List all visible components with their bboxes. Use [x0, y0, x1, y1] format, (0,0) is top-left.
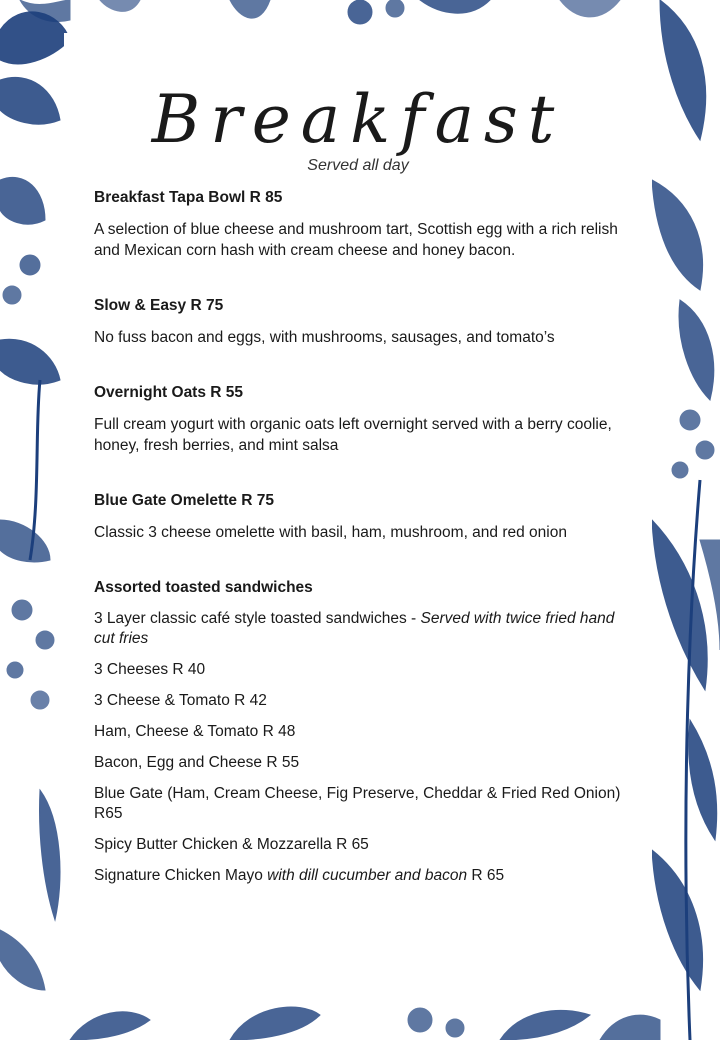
leaf-icon: [689, 720, 717, 840]
leaf-icon: [679, 300, 714, 400]
flower-icon: [31, 691, 49, 709]
sandwich-option: 3 Cheese & Tomato R 42: [94, 692, 267, 709]
sandwich-intro-text: 3 Layer classic café style toasted sandwiches -: [94, 610, 421, 627]
sandwich-option: Ham, Cheese & Tomato R 48: [94, 723, 296, 740]
page-title: Breakfast: [151, 81, 565, 158]
sandwich-option: 3 Cheeses R 40: [94, 661, 206, 678]
sandwich-intro: [94, 609, 634, 649]
sandwich-section-title: Assorted toasted sandwiches: [94, 579, 313, 596]
item-description: Classic 3 cheese omelette with basil, ham, mushroom, and red onion: [94, 524, 567, 541]
leaf-icon: [652, 180, 703, 290]
flower-icon: [20, 255, 40, 275]
page-subtitle: Served all day: [307, 157, 409, 174]
menu-item: [94, 492, 634, 543]
sandwich-option: Blue Gate (Ham, Cream Cheese, Fig Preserve, Cheddar & Fried Red Onion) R65: [94, 785, 621, 822]
sandwich-option-signature: [94, 866, 634, 886]
menu-content: [94, 189, 634, 897]
item-name: Blue Gate Omelette R 75: [94, 492, 275, 509]
item-name: Overnight Oats R 55: [94, 384, 244, 401]
leaf-icon: [652, 520, 707, 690]
sandwich-intro-note: Served with twice fried hand cut fries: [94, 610, 615, 647]
leaf-icon: [560, 0, 620, 17]
item-description: No fuss bacon and eggs, with mushrooms, sausages, and tomato’s: [94, 329, 555, 346]
leaf-icon: [230, 0, 270, 18]
flower-icon: [672, 462, 688, 478]
sandwich-option: Bacon, Egg and Cheese R 55: [94, 754, 300, 771]
item-description: Full cream yogurt with organic oats left overnight served with a berry coolie, honey, fresh berries, and mint salsa: [94, 416, 612, 454]
flower-icon: [680, 410, 700, 430]
leaf-icon: [40, 790, 61, 920]
signature-prefix: Signature Chicken Mayo: [94, 867, 268, 884]
leaf-icon: [0, 177, 45, 224]
flower-icon: [386, 0, 404, 17]
item-description: A selection of blue cheese and mushroom tart, Scottish egg with a rich relish and Mexican corn hash with cream cheese and honey bacon.: [94, 221, 618, 259]
menu-item: [94, 384, 634, 456]
leaf-icon: [420, 0, 490, 13]
leaf-icon: [230, 1007, 320, 1040]
flower-icon: [348, 0, 372, 24]
leaf-icon: [0, 520, 50, 562]
sandwich-option: Spicy Butter Chicken & Mozzarella R 65: [94, 836, 369, 853]
leaf-icon: [500, 1010, 590, 1040]
flower-icon: [3, 286, 21, 304]
sandwich-section: [94, 579, 634, 886]
leaf-icon: [0, 339, 60, 384]
leaf-icon: [100, 0, 140, 11]
leaf-icon: [652, 850, 703, 990]
signature-note: with dill cucumber and bacon: [267, 867, 468, 884]
leaf-icon: [70, 1012, 150, 1040]
menu-panel: [64, 33, 652, 1000]
flower-icon: [446, 1019, 464, 1037]
item-name: Slow & Easy R 75: [94, 297, 224, 314]
menu-item: [94, 297, 634, 348]
item-name: Breakfast Tapa Bowl R 85: [94, 189, 283, 206]
leaf-icon: [0, 77, 60, 124]
flower-icon: [12, 600, 32, 620]
menu-item: [94, 189, 634, 261]
flower-icon: [408, 1008, 432, 1032]
leaf-icon: [600, 1015, 660, 1040]
flower-icon: [36, 631, 54, 649]
signature-price: R 65: [467, 867, 505, 884]
flower-icon: [7, 662, 23, 678]
leaf-icon: [0, 930, 45, 990]
leaf-icon: [660, 0, 706, 140]
flower-icon: [696, 441, 714, 459]
